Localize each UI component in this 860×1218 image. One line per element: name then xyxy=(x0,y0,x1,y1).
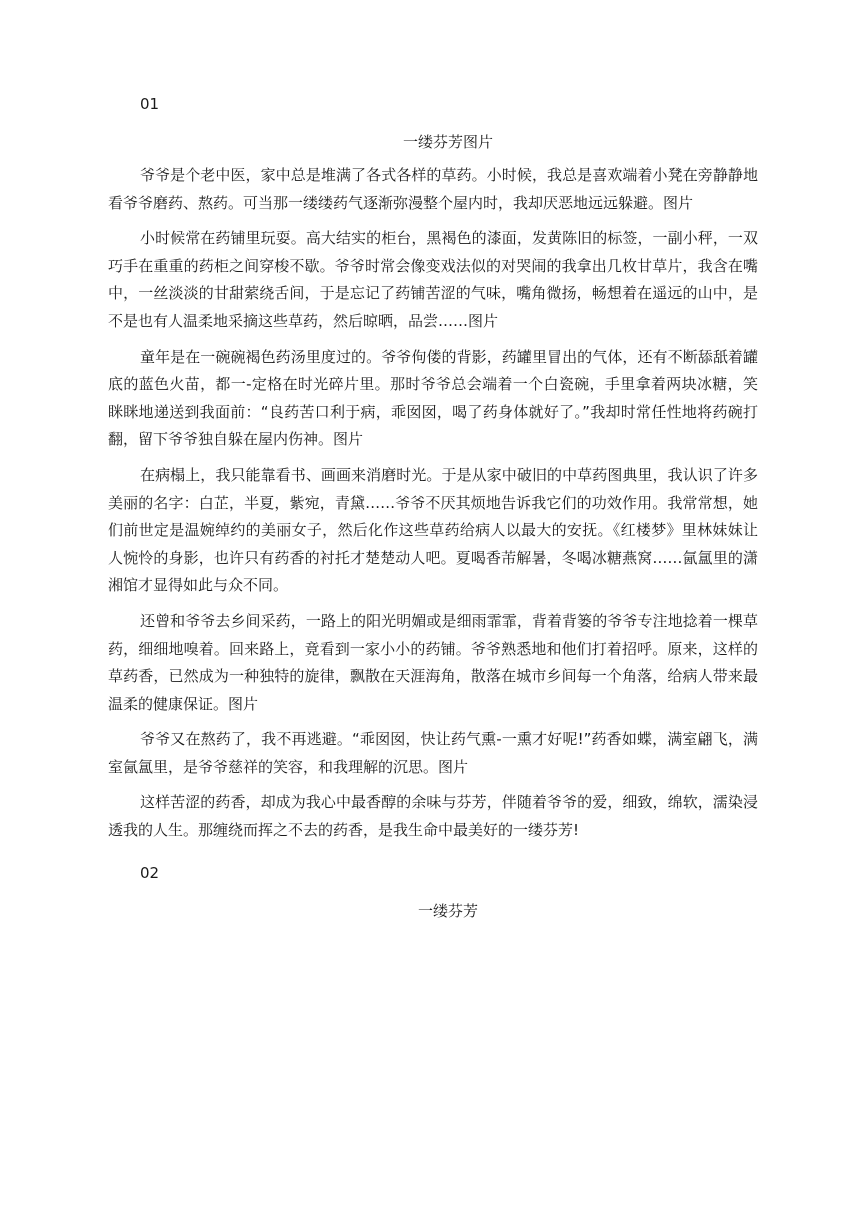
paragraph-3: 童年是在一碗碗褐色药汤里度过的。爷爷佝偻的背影，药罐里冒出的气体，还有不断舔舐着罐底的蓝色火苗，都一-定格在时光碎片里。那时爷爷总会端着一个白瓷碗，手里拿着两块冰糖，笑眯眯地递送到我面前：“良药苦口利于病，乖囡囡，喝了药身体就好了。”我却时常任性地将药碗打翻，留下爷爷独自躲在屋内伤神。图片 xyxy=(108,347,758,449)
paragraph-4: 在病榻上，我只能靠看书、画画来消磨时光。于是从家中破旧的中草药图典里，我认识了许多美丽的名字：白芷，半夏，紫宛，青黛……爷爷不厌其烦地告诉我它们的功效作用。我常常想，她们前世定是温婉绰约的美丽女子，然后化作这些草药给病人以最大的安抚。《红楼梦》里林妹妹让人惋怜的身影，也许只有药香的衬托才楚楚动人吧。夏喝香芾解暑，冬喝冰糖燕窝……氤氲里的潇湘馆才显得如此与众不同。 xyxy=(108,465,758,595)
section-number-1: 01 xyxy=(140,95,160,113)
paragraph-6: 爷爷又在熬药了，我不再逃避。“乖囡囡，快让药气熏-一熏才好呢!”药香如蝶，满室翩飞，满室氤氲里，是爷爷慈祥的笑容，和我理解的沉思。图片 xyxy=(108,730,758,776)
paragraph-1: 爷爷是个老中医，家中总是堆满了各式各样的草药。小时候，我总是喜欢端着小凳在旁静静地看爷爷磨药、熬药。可当那一缕缕药气逐渐弥漫整个屋内时，我却厌恶地远远躲避。图片 xyxy=(108,166,758,212)
document-page xyxy=(108,90,758,931)
paragraph-2: 小时候常在药铺里玩耍。高大结实的柜台，黑褐色的漆面，发黄陈旧的标签，一副小秤，一双巧手在重重的药柜之间穿梭不歇。爷爷时常会像变戏法似的对哭闹的我拿出几枚甘草片，我含在嘴中，一丝淡淡的甘甜萦绕舌间，于是忘记了药铺苦涩的气味，嘴角微扬，畅想着在遥远的山中，是不是也有人温柔地采摘这些草药，然后晾晒，品尝……图片 xyxy=(108,229,758,330)
paragraph-7: 这样苦涩的药香，却成为我心中最香醇的余味与芬芳，伴随着爷爷的爱，细致，绵软，濡染浸透我的人生。那缠绕而挥之不去的药香，是我生命中最美好的一缕芬芳! xyxy=(108,793,758,840)
section-title-1: 一缕芬芳图片 xyxy=(402,133,493,151)
paragraph-5: 还曾和爷爷去乡间采药，一路上的阳光明媚或是细雨霏霏，背着背篓的爷爷专注地捻着一棵草药，细细地嗅着。回来路上，竟看到一家小小的药铺。爷爷熟悉地和他们打着招呼。原来，这样的草药香，已然成为一种独特的旋律，飘散在天涯海角，散落在城市乡间每一个角落，给病人带来最温柔的健康保证。图片 xyxy=(108,611,758,713)
section-number-2: 02 xyxy=(140,863,160,882)
section-title-2: 一缕芬芳 xyxy=(417,901,478,920)
